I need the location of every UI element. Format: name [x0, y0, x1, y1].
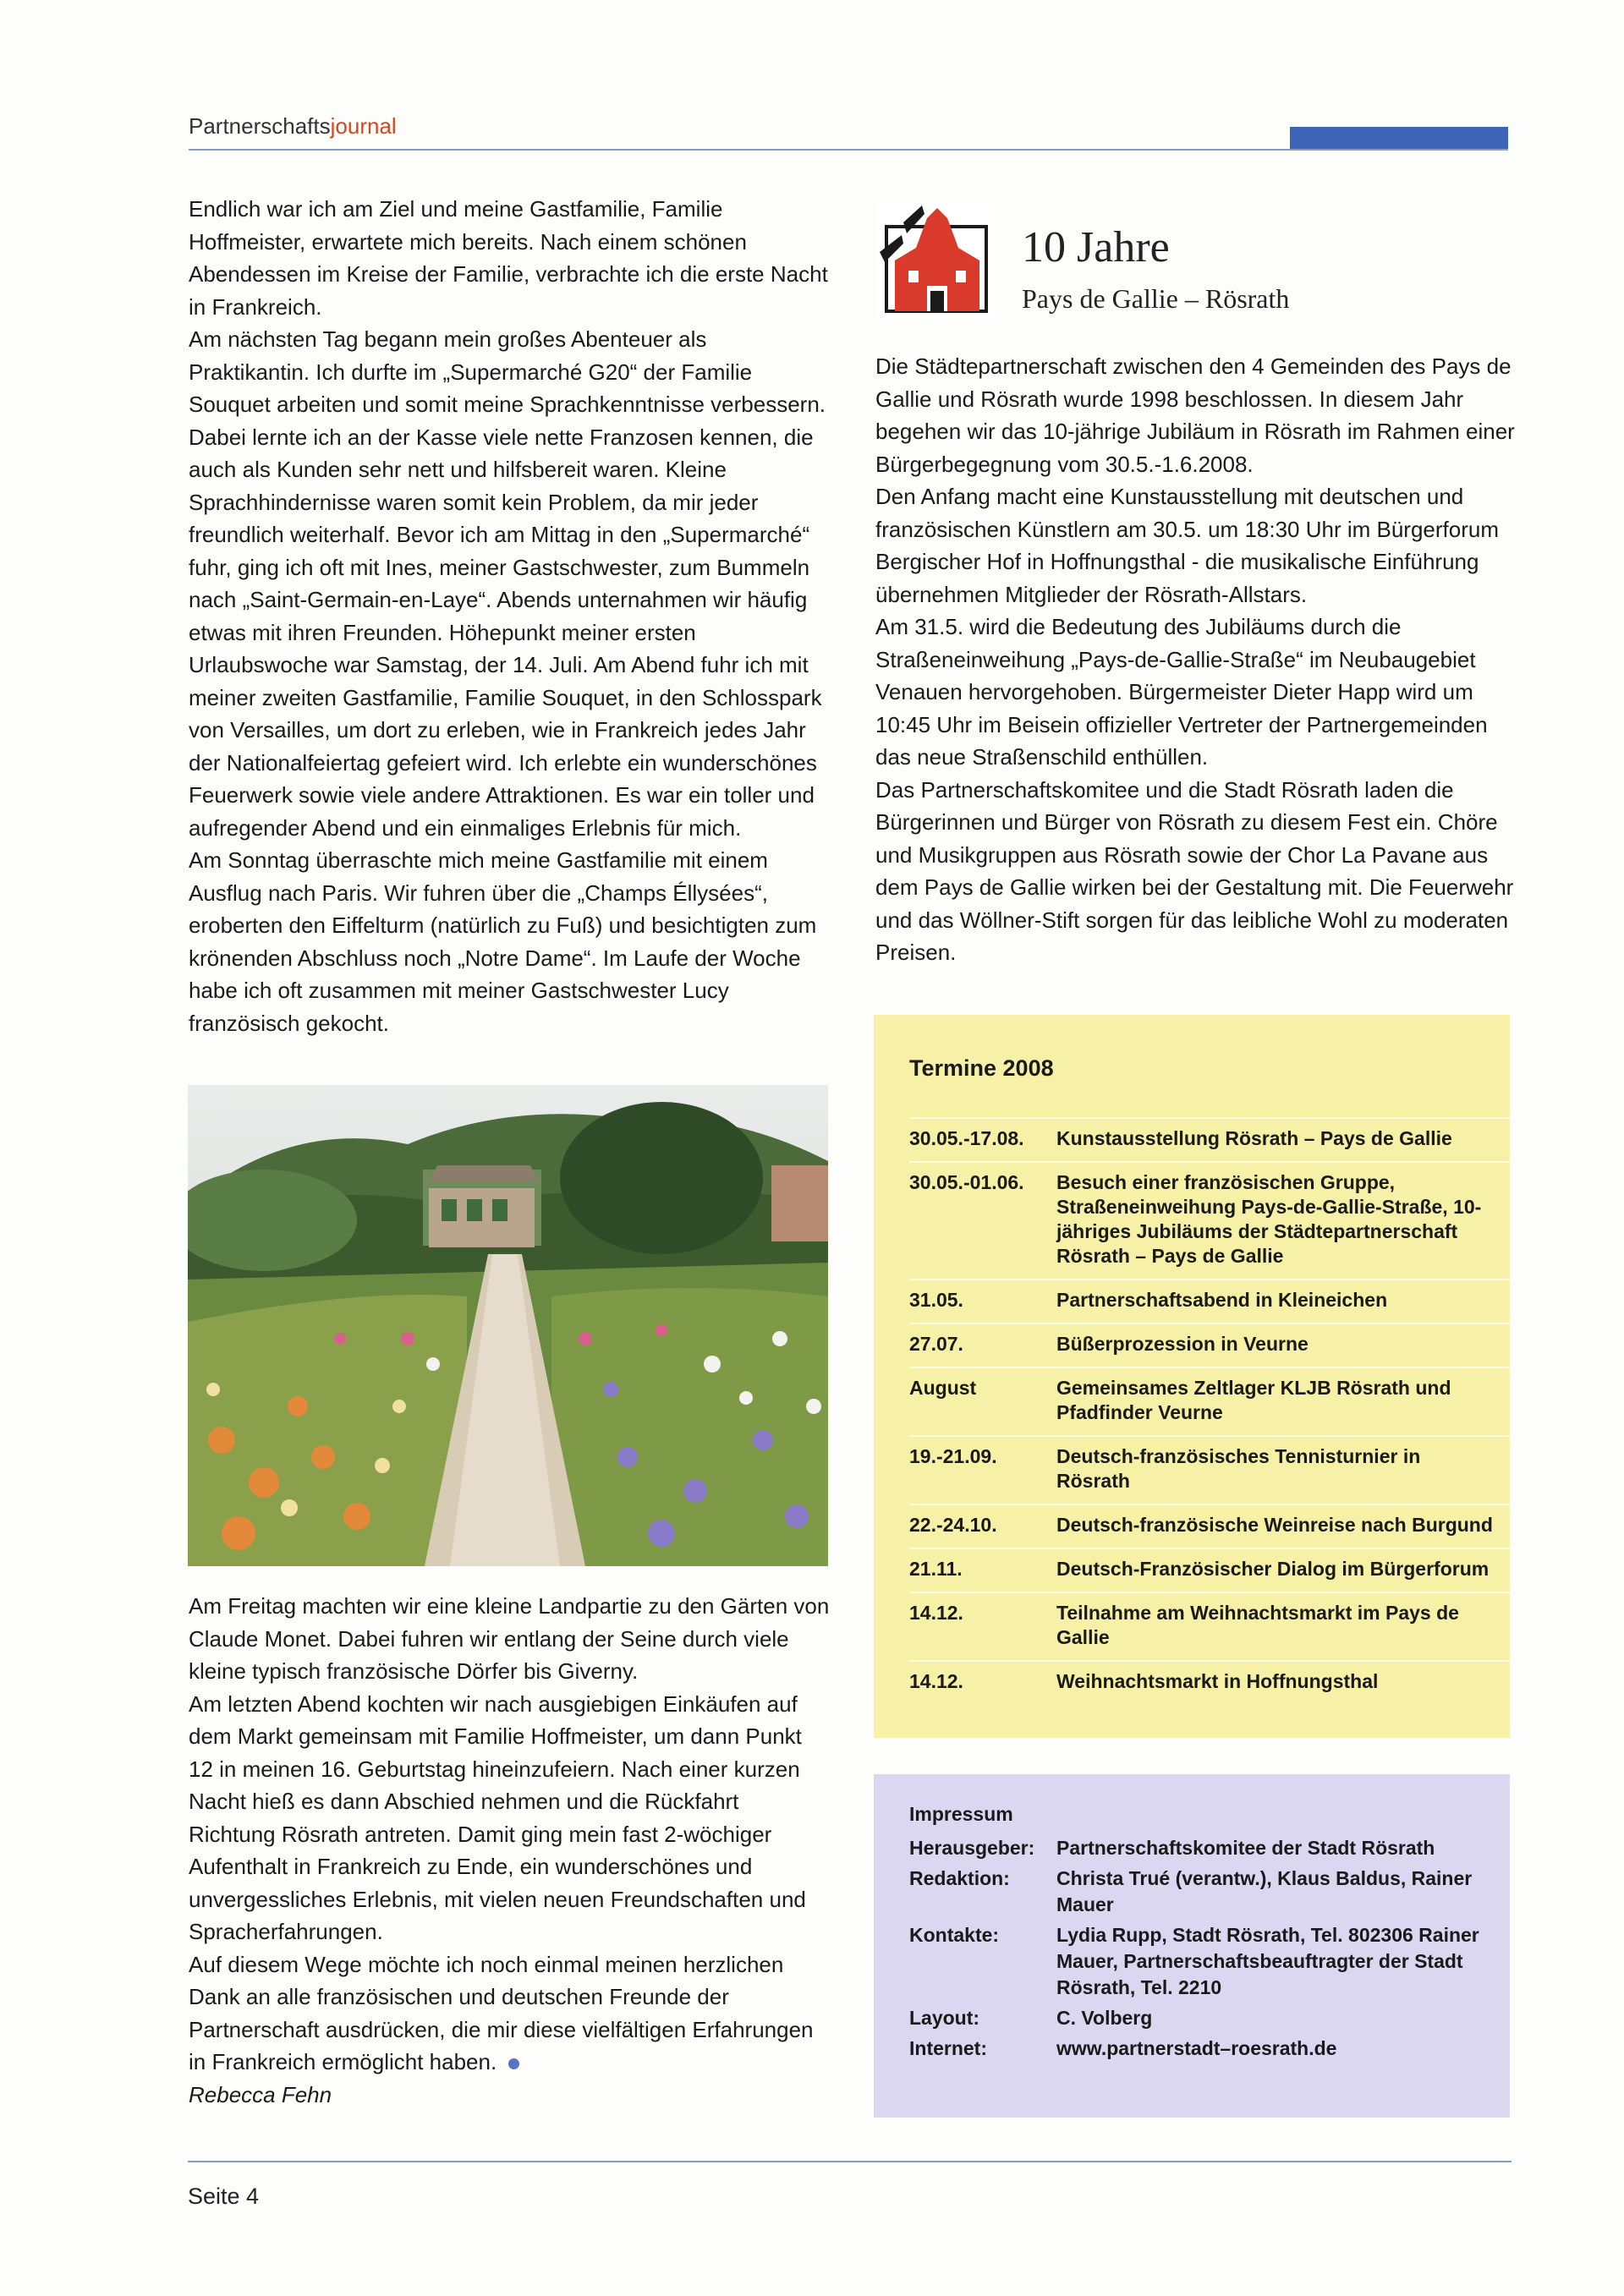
header-rule — [189, 149, 1508, 151]
termine-row — [909, 1279, 1510, 1312]
termine-row — [909, 1504, 1510, 1537]
impressum-label: Redaktion: — [909, 1867, 1010, 1889]
anniversary-paragraph: Das Partnerschaftskomitee und die Stadt Rösrath laden die Bürgerinnen und Bürger von Rösrath zu diesem Fest ein. Chöre und Musikgruppen aus Rösrath sowie der Chor La Pavane aus dem Pays de Gallie wirken bei der Gestaltung mit. Die Feuerwehr und das Wöllner-Stift sorgen für das leibliche Wohl zu moderaten Preisen. — [875, 776, 1514, 965]
impressum-row — [909, 2036, 1510, 2062]
closing-text: Auf diesem Wege möchte ich noch einmal meinen herzlichen Dank an alle französischen und deutschen Freunde der Partnerschaft ausdrücken, die mir diese vielfältigen Erfahrungen in Frankreich ermöglicht haben. — [189, 1951, 814, 2074]
termine-event: Deutsch-Französischer Dialog im Bürgerforum — [1056, 1558, 1490, 1580]
impressum-value: Christa Trué (verantw.), Klaus Baldus, Rainer Mauer — [1056, 1867, 1473, 1915]
article-paragraph: Endlich war ich am Ziel und meine Gastfamilie, Familie Hoffmeister, erwartete mich bereits. Nach einem schönen Abendessen im Kreise der Familie, verbrachte ich die erste Nacht in Frankreich. — [189, 196, 828, 320]
anniversary-paragraph: Den Anfang macht eine Kunstausstellung mit deutschen und französischen Künstlern am 30.5. um 18:30 Uhr im Bürgerforum Bergischer Hof in Hoffnungsthal - die musikalische Einführung übernehmen Mitglieder der Rösrath-Allstars. — [875, 484, 1500, 607]
termine-event: Weihnachtsmarkt in Hoffnungsthal — [1056, 1670, 1379, 1692]
termine-row — [909, 1161, 1510, 1269]
termine-date: 21.11. — [909, 1558, 963, 1580]
article-upper-text — [189, 193, 831, 1039]
termine-date: 31.05. — [909, 1289, 963, 1311]
termine-date: 14.12. — [909, 1670, 963, 1692]
impressum-value: C. Volberg — [1056, 2007, 1153, 2029]
journal-name — [189, 113, 397, 140]
termine-date: 14.12. — [909, 1602, 963, 1624]
impressum-box — [874, 1774, 1510, 2118]
termine-title: Termine 2008 — [909, 1055, 1054, 1081]
impressum-value: Partnerschaftskomitee der Stadt Rösrath — [1056, 1837, 1435, 1859]
journal-name-accent: journal — [330, 113, 397, 139]
termine-row — [909, 1367, 1510, 1425]
monet-garden-photo — [188, 1085, 828, 1566]
termine-date: 30.05.-01.06. — [909, 1171, 1024, 1193]
impressum-row — [909, 1922, 1510, 2001]
termine-event: Besuch einer französischen Gruppe, Straßeneinweihung Pays-de-Gallie-Straße, 10-jähriges Jubiläums der Städtepartnerschaft Rösrath – Pays de Gallie — [1056, 1171, 1482, 1267]
termine-date: 27.07. — [909, 1333, 963, 1355]
end-bullet-icon — [508, 2058, 519, 2069]
termine-event: Deutsch-französische Weinreise nach Burgund — [1056, 1514, 1493, 1536]
anniversary-text — [875, 350, 1518, 969]
impressum-row — [909, 2005, 1510, 2031]
impressum-value: Lydia Rupp, Stadt Rösrath, Tel. 802306 Rainer Mauer, Partnerschaftsbeauftragter der Stadt Rösrath, Tel. 2210 — [1056, 1924, 1479, 1998]
termine-date: August — [909, 1377, 977, 1399]
termine-row — [909, 1435, 1510, 1493]
termine-row — [909, 1548, 1510, 1581]
termine-event: Teilnahme am Weihnachtsmarkt im Pays de Gallie — [1056, 1602, 1459, 1648]
termine-event: Gemeinsames Zeltlager KLJB Rösrath und Pfadfinder Veurne — [1056, 1377, 1451, 1423]
article-paragraph: Am Freitag machten wir eine kleine Landpartie zu den Gärten von Claude Monet. Dabei fuhren wir entlang der Seine durch viele kleine typisch französische Dörfer bis Giverny. — [189, 1593, 830, 1684]
journal-name-prefix: Partnerschafts — [189, 113, 331, 139]
impressum-title: Impressum — [909, 1803, 1013, 1825]
impressum-label: Layout: — [909, 2007, 980, 2029]
anniversary-paragraph: Am 31.5. wird die Bedeutung des Jubiläums durch die Straßeneinweihung „Pays-de-Gallie-Straße“ im Neubaugebiet Venauen hervorgehoben. Bürgermeister Dieter Happ wird um 10:45 Uhr im Beisein offizieller Vertreter der Partnergemeinden das neue Straßenschild enthüllen. — [875, 614, 1488, 770]
termine-event: Büßerprozession in Veurne — [1056, 1333, 1309, 1355]
termine-date: 30.05.-17.08. — [909, 1127, 1024, 1149]
anniversary-paragraph: Die Städtepartnerschaft zwischen den 4 Gemeinden des Pays de Gallie und Rösrath wurde 1998 beschlossen. In diesem Jahr begehen wir das 10-jährige Jubiläum in Rösrath im Rahmen einer Bürgerbegegnung vom 30.5.-1.6.2008. — [875, 353, 1515, 477]
termine-row — [909, 1117, 1510, 1151]
impressum-label: Herausgeber: — [909, 1837, 1035, 1859]
impressum-row — [909, 1866, 1510, 1918]
anniversary-subtitle: Pays de Gallie – Rösrath — [1022, 283, 1290, 314]
article-paragraph: Am nächsten Tag begann mein großes Abenteuer als Praktikantin. Ich durfte im „Supermarché G20“ der Familie Souquet arbeiten und somit meine Sprachkenntnisse verbessern. Dabei lernte ich an der Kasse viele nette Franzosen kennen, die auch als Kunden sehr nett und hilfsbereit waren. Kleine Sprachhindernisse waren somit kein Problem, da mir jeder freundlich weiterhalf. Bevor ich am Mittag in den „Supermarché“ fuhr, ging ich oft mit Ines, meiner Gastschwester, zum Bummeln nach „Saint-Germain-en-Laye“. Abends unternahmen wir häufig etwas mit ihren Freunden. Höhepunkt meiner ersten Urlaubswoche war Samstag, der 14. Juli. Am Abend fuhr ich mit meiner zweiten Gastfamilie, Familie Souquet, in den Schlosspark von Versailles, um dort zu erleben, wie in Frankreich jedes Jahr der Nationalfeiertag gefeiert wird. Ich erlebte ein wunderschönes Feuerwerk sowie viele andere Attraktionen. Es war ein toller und aufregender Abend und ein einmaliges Erlebnis für mich. — [189, 326, 826, 841]
town-hall-logo-icon — [878, 201, 995, 318]
footer-rule — [188, 2161, 1512, 2162]
termine-event: Kunstausstellung Rösrath – Pays de Gallie — [1056, 1127, 1452, 1149]
termine-event: Partnerschaftsabend in Kleineichen — [1056, 1289, 1388, 1311]
anniversary-title: 10 Jahre — [1022, 223, 1170, 271]
impressum-label: Kontakte: — [909, 1924, 1000, 1946]
impressum-label: Internet: — [909, 2037, 987, 2059]
termine-row — [909, 1592, 1510, 1650]
article-paragraph: Am letzten Abend kochten wir nach ausgiebigen Einkäufen auf dem Markt gemeinsam mit Familie Hoffmeister, um dann Punkt 12 in meinen 16. Geburtstag hineinzufeiern. Nach einer kurzen Nacht hieß es dann Abschied nehmen und die Rückfahrt Richtung Rösrath antreten. Damit ging mein fast 2-wöchiger Aufenthalt in Frankreich zu Ende, ein wunderschönes und unvergessliches Erlebnis, mit vielen neuen Freundschaften und Spracherfahrungen. — [189, 1690, 806, 1944]
termine-row — [909, 1323, 1510, 1356]
article-paragraph: Am Sonntag überraschte mich meine Gastfamilie mit einem Ausflug nach Paris. Wir fuhren über die „Champs Éllysées“, eroberten den Eiffelturm (natürlich zu Fuß) und besichtigten zum krönenden Abschluss noch „Notre Dame“. Im Laufe der Woche habe ich oft zusammen mit meiner Gastschwester Lucy französisch gekocht. — [189, 847, 817, 1036]
author-signature: Rebecca Fehn — [189, 2081, 332, 2107]
termine-row — [909, 1660, 1510, 1694]
impressum-row — [909, 1835, 1510, 1861]
termine-event: Deutsch-französisches Tennisturnier in Rösrath — [1056, 1445, 1421, 1492]
article-lower-text — [189, 1590, 831, 2111]
page-number: Seite 4 — [188, 2184, 260, 2209]
termine-date: 22.-24.10. — [909, 1514, 997, 1536]
termine-date: 19.-21.09. — [909, 1445, 997, 1467]
header-accent-bar — [1290, 127, 1508, 151]
termine-box — [874, 1015, 1510, 1738]
article-paragraph — [189, 1948, 831, 2079]
impressum-website-link[interactable]: www.partnerstadt–roesrath.de — [1056, 2037, 1337, 2059]
